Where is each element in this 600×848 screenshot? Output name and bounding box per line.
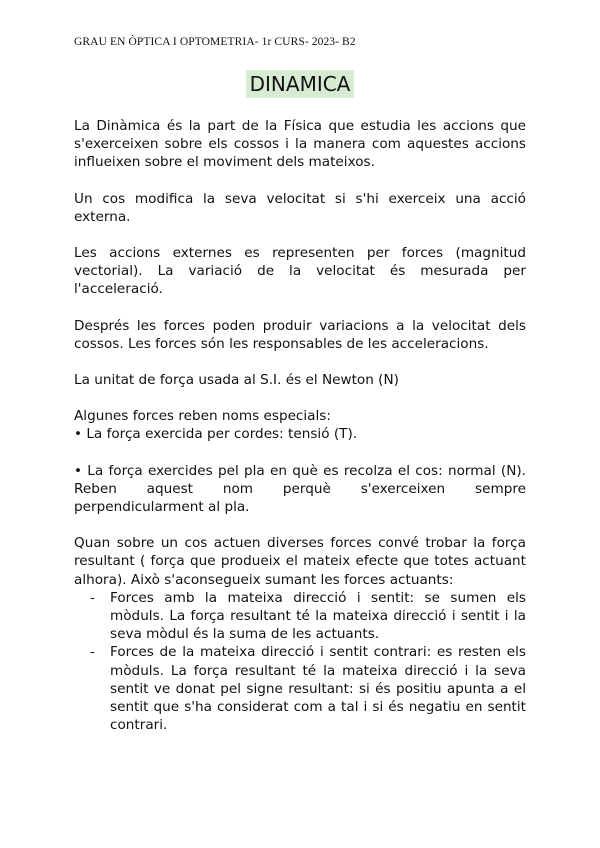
dash-bullet: - (90, 644, 95, 661)
paragraph-definition: La Dinàmica és la part de la Física que estudia les accions que s'exerceixen sobre els cossos i la manera com aquestes accions influeixen sobre el moviment dels mateixos. (74, 118, 526, 171)
special-force-item-normal: • La força exercides pel pla en què es recolza el cos: normal (N). Reben aquest nom perquè s'exerceixen sempre perpendicularment al pla. (74, 462, 526, 516)
special-force-item-tension: • La força exercida per cordes: tensió (T). (74, 426, 358, 443)
special-forces-intro: Algunes forces reben noms especials: (74, 408, 331, 425)
list-item (74, 589, 526, 644)
paragraph-forces: Les accions externes es representen per forces (magnitud vectorial). La variació de la velocitat és mesurada per l'acceleració. (74, 245, 526, 298)
dash-bullet: - (90, 589, 95, 606)
paragraph-velocity: Un cos modifica la seva velocitat si s'hi exerceix una acció externa. (74, 190, 526, 225)
paragraph-newton: La unitat de força usada al S.I. és el Newton (N) (74, 372, 399, 389)
document-header: GRAU EN ÒPTICA I OPTOMETRIA- 1r CURS- 2023- B2 (74, 36, 356, 48)
paragraph-accelerations: Després les forces poden produir variacions a la velocitat dels cossos. Les forces són les responsables de les acceleracions. (74, 317, 526, 352)
list-item-text: Forces amb la mateixa direcció i sentit: se sumen els mòduls. La força resultant té la mateixa direcció i sentit i la seva mòdul és la suma de les actuants. (110, 589, 526, 643)
page-title: DINAMICA (246, 70, 355, 98)
list-item-text: Forces de la mateixa direcció i sentit contrari: es resten els mòduls. La força resultant té la mateixa direcció i la seva sentit ve donat pel signe resultant: si és positiu apunta a el sentit que s'ha considerat com a tal i si és negatiu en sentit contrari. (110, 644, 526, 734)
title-container (0, 70, 600, 98)
resultant-list (74, 589, 526, 735)
document-body (74, 117, 526, 734)
resultant-intro: Quan sobre un cos actuen diverses forces convé trobar la força resultant ( força que produeix el mateix efecte que totes actuant alhora). Això s'aconsegueix sumant les forces actuants: (74, 535, 526, 588)
list-item (74, 643, 526, 734)
